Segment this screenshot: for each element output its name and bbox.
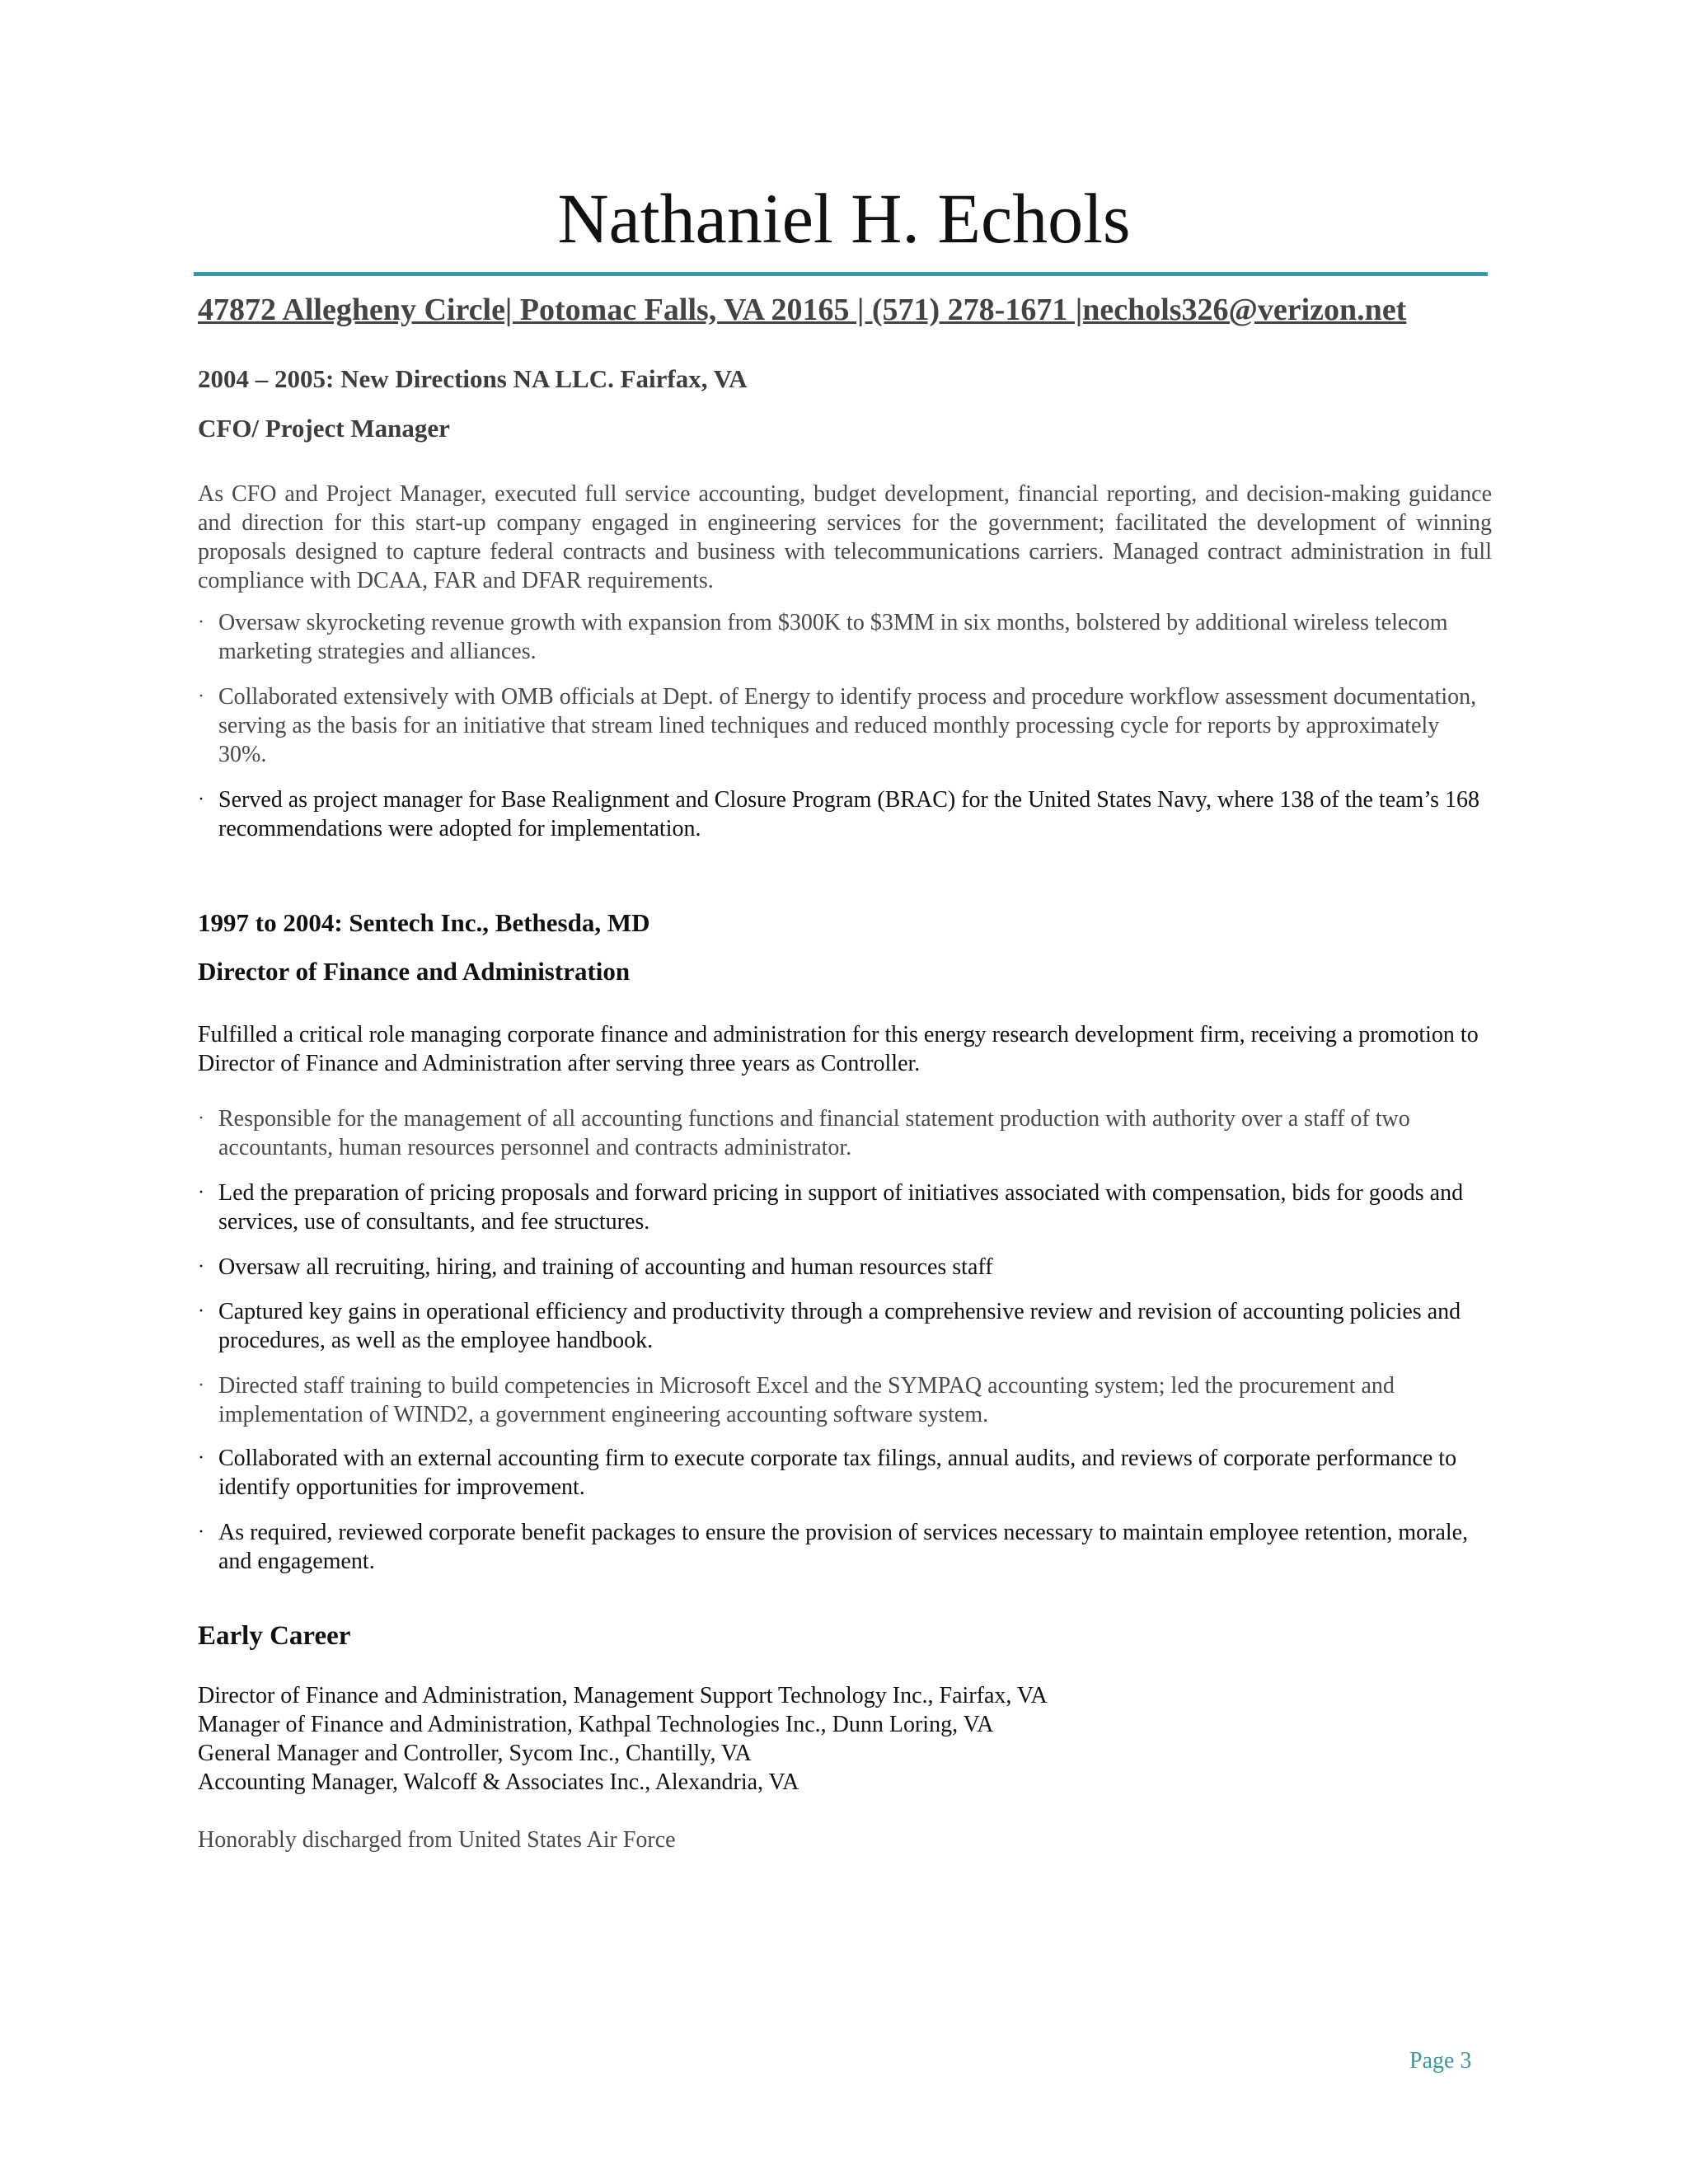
job2-bullet [198,1179,1492,1236]
bullet-marker: · [198,1301,204,1322]
job1-bullet [198,682,1492,769]
bullet-marker: · [198,1108,204,1129]
bullet-marker: · [198,612,204,633]
bullet-text: Served as project manager for Base Realignment and Closure Program (BRAC) for the United States Navy, where 138 of the team’s 168 recommendations were adopted for implementation. [218,787,1480,841]
job2-bullet [198,1444,1492,1502]
bullet-text: Captured key gains in operational efficiency and productivity through a comprehensive review and revision of accounting policies and procedures, as well as the employee handbook. [218,1299,1461,1353]
header-divider [194,272,1488,276]
bullet-marker: · [198,1182,204,1203]
bullet-text: Collaborated extensively with OMB officials at Dept. of Energy to identify process and procedure workflow assessment documentation, serving as the basis for an initiative that stream lined techniques and reduced monthly processing cycle for reports by approximately 30%. [218,684,1477,767]
bullet-marker: · [198,1375,204,1396]
job1-title: CFO/ Project Manager [198,414,450,443]
job2-title: Director of Finance and Administration [198,957,631,986]
bullet-text: Directed staff training to build competencies in Microsoft Excel and the SYMPAQ accounting system; led the procurement and implementation of WIND2, a government engineering accounting software system. [218,1373,1395,1427]
job2-heading: 1997 to 2004: Sentech Inc., Bethesda, MD [198,908,650,937]
job2-bullet [198,1253,1492,1282]
page-number: Page 3 [1409,2048,1472,2074]
job1-heading: 2004 – 2005: New Directions NA LLC. Fairfax, VA [198,364,748,393]
early-career-line: Manager of Finance and Administration, Kathpal Technologies Inc., Dunn Loring, VA [198,1712,994,1737]
job2-bullet [198,1518,1492,1576]
candidate-name: Nathaniel H. Echols [557,179,1131,258]
bullet-text: Led the preparation of pricing proposals and forward pricing in support of initiatives associated with compensation, bids for goods and services, use of consultants, and fee structures. [218,1180,1464,1235]
bullet-marker: · [198,1521,204,1543]
early-career-line: General Manager and Controller, Sycom Inc., Chantilly, VA [198,1741,752,1766]
bullet-text: Oversaw all recruiting, hiring, and training of accounting and human resources staff [218,1254,993,1280]
job1-bullet [198,608,1492,666]
job2-summary: Fulfilled a critical role managing corporate finance and administration for this energy research development firm, receiving a promotion to Director of Finance and Administration after serving three years as Controller. [198,1022,1479,1076]
bullet-marker: · [198,1447,204,1469]
early-career-line: Accounting Manager, Walcoff & Associates Inc., Alexandria, VA [198,1769,799,1795]
military-note: Honorably discharged from United States Air Force [198,1827,676,1853]
bullet-marker: · [198,789,204,810]
job2-bullet [198,1104,1492,1162]
job2-bullet [198,1297,1492,1355]
early-career-heading: Early Career [198,1621,351,1651]
job1-bullet [198,785,1492,843]
job2-bullet [198,1371,1492,1429]
bullet-marker: · [198,686,204,707]
bullet-marker: · [198,1256,204,1277]
bullet-text: As required, reviewed corporate benefit packages to ensure the provision of services necessary to maintain employee retention, morale, and engagement. [218,1520,1469,1574]
bullet-text: Collaborated with an external accounting firm to execute corporate tax filings, annual audits, and reviews of corporate performance to identify opportunities for improvement. [218,1446,1457,1500]
bullet-text: Responsible for the management of all accounting functions and financial statement production with authority over a staff of two accountants, human resources personnel and contracts administrator. [218,1106,1410,1160]
job1-summary: As CFO and Project Manager, executed full service accounting, budget development, financial reporting, and decision-making guidance and direction for this start-up company engaged in engineering services for the government; facilitated the development of winning proposals designed to capture federal contracts and business with telecommunications carriers. Managed contract administration in full compliance with DCAA, FAR and DFAR requirements. [198,481,1492,593]
bullet-text: Oversaw skyrocketing revenue growth with expansion from $300K to $3MM in six months, bolstered by additional wireless telecom marketing strategies and alliances. [218,610,1448,664]
contact-line: 47872 Allegheny Circle| Potomac Falls, VA 20165 | (571) 278-1671 |nechols326@verizon.net [198,293,1407,327]
early-career-line: Director of Finance and Administration, Management Support Technology Inc., Fairfax, VA [198,1683,1048,1708]
